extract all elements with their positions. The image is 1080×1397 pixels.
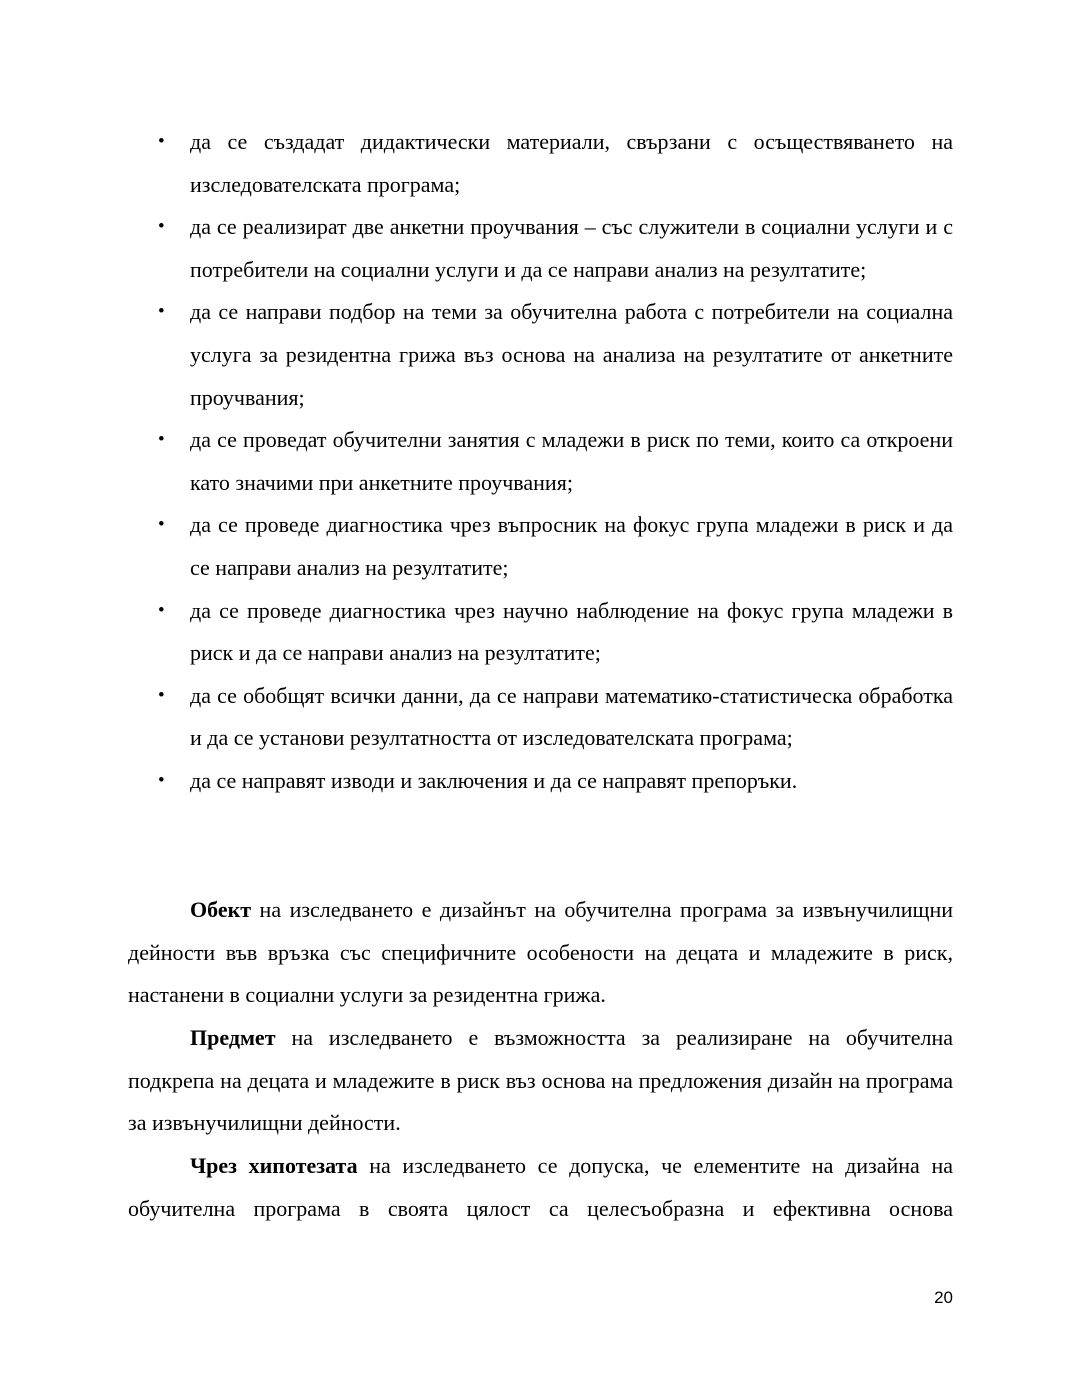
subject-text: на изследването е възможността за реализиране на обучителна подкрепа на децата и младежите в риск въз основа на предложения дизайн на програма за извънучилищни дейности. <box>128 1025 953 1136</box>
list-item <box>128 419 953 504</box>
task-list <box>128 121 953 803</box>
list-item <box>128 675 953 760</box>
bullet-icon: • <box>158 599 165 621</box>
list-item-text: да се проведе диагностика чрез научно наблюдение на фокус група младежи в риск и да се направи анализ на резултатите; <box>190 597 953 666</box>
list-item-text: да се създадат дидактически материали, свързани с осъществяването на изследователската програма; <box>190 129 953 197</box>
list-item-text: да се реализират две анкетни проучвания – със служители в социални услуги и с потребители на социални услуги и да се направи анализ на резултатите; <box>190 214 953 282</box>
list-item <box>128 590 953 675</box>
bullet-icon: • <box>158 514 165 536</box>
bullet-icon: • <box>158 301 165 323</box>
bullet-icon: • <box>158 429 165 451</box>
bullet-icon: • <box>158 684 165 706</box>
list-item <box>128 760 953 803</box>
list-item-text: да се направят изводи и заключения и да се направят препоръки. <box>190 767 798 793</box>
bullet-icon: • <box>158 769 165 791</box>
subject-paragraph <box>128 1017 953 1145</box>
object-term: Обект <box>190 897 252 922</box>
list-item-text: да се направи подбор на теми за обучителна работа с потребители на социална услуга за резидентна грижа въз основа на анализа на резултатите от анкетните проучвания; <box>190 299 953 410</box>
subject-term: Предмет <box>190 1025 276 1050</box>
bullet-icon: • <box>158 131 165 152</box>
object-text: на изследването е дизайнът на обучителна програма за извънучилищни дейности във връзка със специфичните особености на децата и младежите в риск, настанени в социални услуги за резидентна грижа. <box>128 897 953 1008</box>
list-item <box>128 504 953 589</box>
list-item-text: да се проведе диагностика чрез въпросник на фокус група младежи в риск и да се направи анализ на резултатите; <box>190 512 953 580</box>
hypothesis-term: Чрез хипотезата <box>190 1153 358 1178</box>
list-item <box>128 291 953 419</box>
hypothesis-text: на изследването се допуска, че елементите на дизайна на обучителна програма в своята цялост са целесъобразна и ефективна основа <box>128 1153 953 1221</box>
list-item <box>128 121 953 206</box>
list-item-text: да се проведат обучителни занятия с младежи в риск по теми, които са откроени като значими при анкетните проучвания; <box>190 427 953 495</box>
bullet-icon: • <box>158 216 165 238</box>
object-paragraph <box>128 889 953 1017</box>
hypothesis-paragraph <box>128 1145 953 1230</box>
page-number: 20 <box>934 1288 953 1307</box>
list-item <box>128 206 953 291</box>
list-item-text: да се обобщят всички данни, да се направи математико-статистическа обработка и да се установи резултатността от изследователската програма; <box>190 682 953 751</box>
